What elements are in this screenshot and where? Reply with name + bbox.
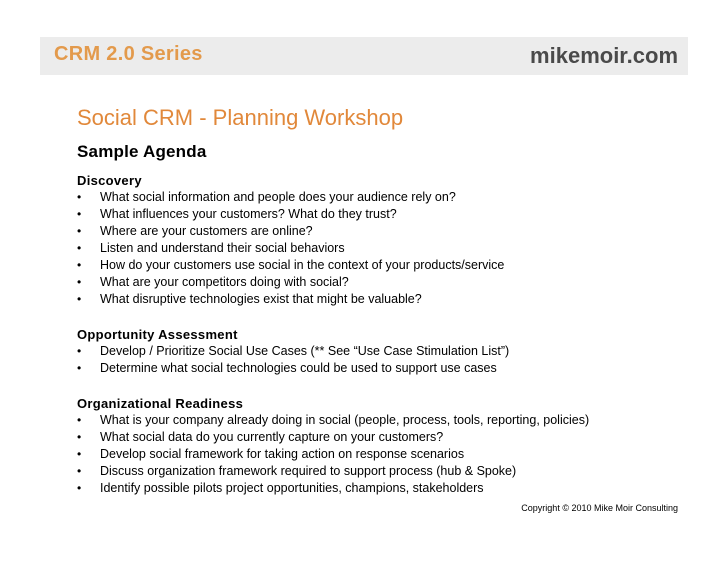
list-item [77, 480, 697, 497]
bullet-list [77, 343, 697, 377]
bullet-icon: • [77, 447, 82, 461]
bullet-icon: • [77, 464, 82, 478]
list-item [77, 291, 697, 308]
list-item-text: Develop social framework for taking action on response scenarios [100, 447, 465, 461]
list-item [77, 360, 697, 377]
bullet-icon: • [77, 413, 82, 427]
bullet-icon: • [77, 481, 82, 495]
list-item-text: Where are your customers are online? [100, 224, 313, 238]
list-item-text: Determine what social technologies could be used to support use cases [100, 361, 497, 375]
list-item [77, 274, 697, 291]
bullet-icon: • [77, 430, 82, 444]
list-item [77, 463, 697, 480]
bullet-icon: • [77, 344, 82, 358]
list-item [77, 429, 697, 446]
page-title: Social CRM - Planning Workshop [77, 105, 404, 130]
header-bar [40, 37, 688, 75]
list-item-text: What disruptive technologies exist that might be valuable? [100, 292, 422, 306]
bullet-icon: • [77, 190, 82, 204]
copyright-notice: Copyright © 2010 Mike Moir Consulting [521, 503, 678, 513]
section-title: Organizational Readiness [77, 396, 244, 411]
bullet-icon: • [77, 275, 82, 289]
list-item-text: Listen and understand their social behaviors [100, 241, 345, 255]
list-item-text: Identify possible pilots project opportunities, champions, stakeholders [100, 481, 484, 495]
list-item-text: Discuss organization framework required to support process (hub & Spoke) [100, 464, 517, 478]
section-title: Opportunity Assessment [77, 327, 238, 342]
bullet-icon: • [77, 292, 82, 306]
list-item-text: What social data do you currently capture on your customers? [100, 430, 444, 444]
section-title: Discovery [77, 173, 142, 188]
bullet-icon: • [77, 361, 82, 375]
list-item-text: What social information and people does your audience rely on? [100, 190, 456, 204]
list-item [77, 257, 697, 274]
list-item [77, 412, 697, 429]
list-item-text: What are your competitors doing with social? [100, 275, 349, 289]
bullet-icon: • [77, 241, 82, 255]
series-label: CRM 2.0 Series [54, 43, 203, 65]
list-item-text: What influences your customers? What do they trust? [100, 207, 397, 221]
list-item [77, 189, 697, 206]
site-label: mikemoir.com [530, 43, 678, 68]
list-item-text: What is your company already doing in social (people, process, tools, reporting, policies) [100, 413, 590, 427]
page-subtitle: Sample Agenda [77, 142, 207, 161]
list-item-text: Develop / Prioritize Social Use Cases (** See “Use Case Stimulation List”) [100, 344, 510, 358]
bullet-list [77, 189, 697, 308]
bullet-icon: • [77, 224, 82, 238]
agenda [77, 172, 697, 515]
agenda-section [77, 395, 697, 497]
list-item [77, 240, 697, 257]
agenda-section [77, 326, 697, 377]
bullet-list [77, 412, 697, 497]
list-item [77, 223, 697, 240]
list-item [77, 206, 697, 223]
bullet-icon: • [77, 207, 82, 221]
list-item-text: How do your customers use social in the context of your products/service [100, 258, 505, 272]
list-item [77, 343, 697, 360]
agenda-section [77, 172, 697, 308]
bullet-icon: • [77, 258, 82, 272]
list-item [77, 446, 697, 463]
